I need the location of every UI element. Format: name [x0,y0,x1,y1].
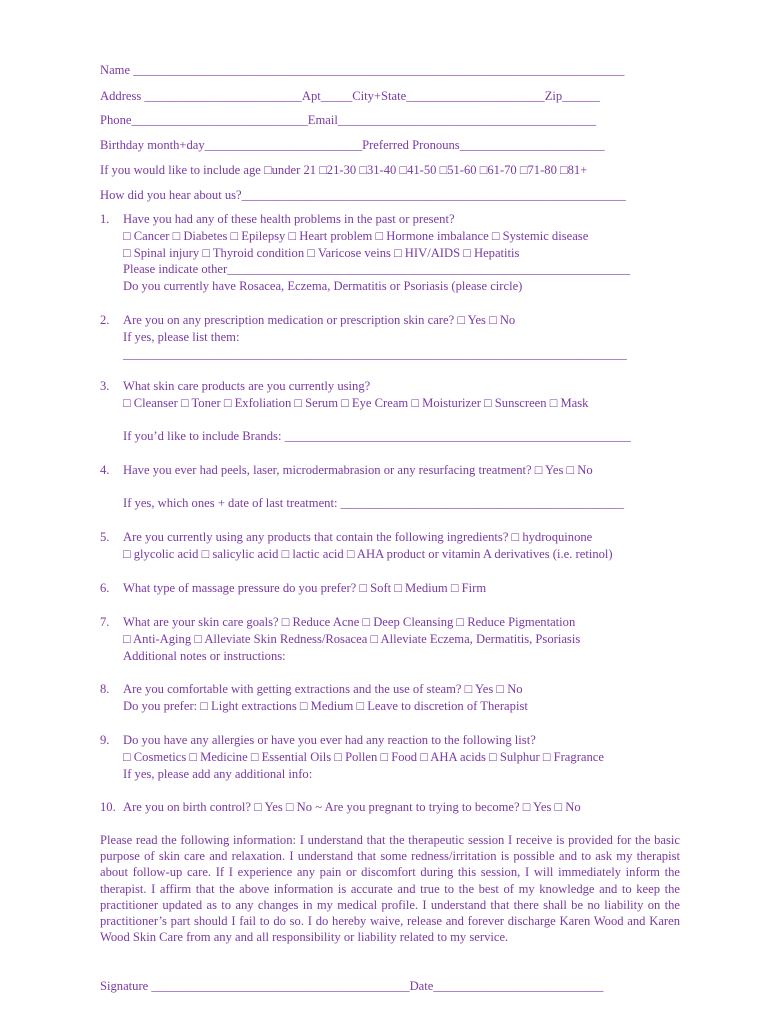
question-text: Do you have any allergies or have you ever had any reaction to the following list? [123,733,536,747]
treatment-date-field[interactable]: If yes, which ones + date of last treatment: _____________________________________________ [123,495,624,510]
question-4 [100,462,680,512]
consent-paragraph: Please read the following information: I understand that the therapeutic session I receive is provided for the basic purpose of skin care and relaxation. I understand that some redness/irritation is possible and to ask my therapist about follow-up care. If I experience any pain or discomfort during this session, I will immediately inform the therapist. I affirm that the above information is accurate and true to the best of my knowledge and to keep the practitioner updated as to any changes in my medical profile. I understand that there shall be no liability on the practitioner’s part should I fail to do so. I do hereby waive, release and forever discharge Karen Wood and Karen Wood Skin Care from any and all responsibility or liability related to my service. [100,833,680,945]
question-1 [100,211,680,295]
additional-notes-label: Additional notes or instructions: [123,648,286,663]
question-number: 4. [100,463,110,477]
referral-field[interactable]: How did you hear about us?_____________________________________________________________ [100,188,626,202]
question-number: 5. [100,530,110,544]
question-number: 1. [100,212,110,226]
health-options-row2[interactable]: □ Spinal injury □ Thyroid condition □ Varicose veins □ HIV/AIDS □ Hepatitis [123,245,520,260]
question-number: 6. [100,581,110,595]
ingredient-options[interactable]: □ glycolic acid □ salicylic acid □ lactic acid □ AHA product or vitamin A derivatives (i.e. retinol) [123,546,613,561]
allergy-options[interactable]: □ Cosmetics □ Medicine □ Essential Oils □ Pollen □ Food □ AHA acids □ Sulphur □ Fragrance [123,749,604,764]
brands-field[interactable]: If you’d like to include Brands: _______________________________________________________ [123,428,631,443]
other-health-field[interactable]: Please indicate other________________________________________________________________ [123,262,631,277]
address-field[interactable]: Address _________________________Apt_____City+State______________________Zip______ [100,89,600,103]
question-number: 8. [100,682,110,696]
product-options[interactable]: □ Cleanser □ Toner □ Exfoliation □ Serum □ Eye Cream □ Moisturizer □ Sunscreen □ Mask [123,395,589,410]
signature-date-field[interactable]: Signature _________________________________________Date___________________________ [100,979,604,993]
health-options-row1[interactable]: □ Cancer □ Diabetes □ Epilepsy □ Heart problem □ Hormone imbalance □ Systemic disease [123,228,589,243]
question-5 [100,529,680,563]
question-number: 2. [100,313,110,327]
phone-email-field[interactable]: Phone____________________________Email_________________________________________ [100,113,597,127]
name-field[interactable]: Name ______________________________________________________________________________ [100,63,625,77]
question-8 [100,681,680,715]
extractions-steam-options[interactable]: Are you comfortable with getting extractions and the use of steam? □ Yes □ No [123,682,523,696]
question-text: Have you had any of these health problems in the past or present? [123,212,455,226]
question-10 [100,799,680,816]
question-9 [100,732,680,782]
question-text[interactable]: Are you currently using any products that contain the following ingredients? □ hydroquinone [123,530,593,544]
question-text[interactable]: Are you on any prescription medication or prescription skin care? □ Yes □ No [123,313,516,327]
skin-goal-options-row1[interactable]: What are your skin care goals? □ Reduce Acne □ Deep Cleansing □ Reduce Pigmentation [123,615,576,629]
allergy-info-label: If yes, please add any additional info: [123,766,313,781]
question-number: 10. [100,800,116,814]
question-7 [100,614,680,664]
skin-condition-circle[interactable]: Do you currently have Rosacea, Eczema, Dermatitis or Psoriasis (please circle) [123,279,523,294]
birth-control-pregnancy-options[interactable]: Are you on birth control? □ Yes □ No ~ Are you pregnant to trying to become? □ Yes □ No [123,800,581,814]
massage-pressure-options[interactable]: What type of massage pressure do you prefer? □ Soft □ Medium □ Firm [123,581,487,595]
question-number: 7. [100,615,110,629]
extraction-preference-options[interactable]: Do you prefer: □ Light extractions □ Medium □ Leave to discretion of Therapist [123,698,528,713]
question-number: 9. [100,733,110,747]
skin-goal-options-row2[interactable]: □ Anti-Aging □ Alleviate Skin Redness/Rosacea □ Alleviate Eczema, Dermatitis, Psoriasis [123,631,581,646]
question-text[interactable]: Have you ever had peels, laser, microdermabrasion or any resurfacing treatment? □ Yes □ No [123,463,593,477]
question-2 [100,312,680,362]
question-text: What skin care products are you currently using? [123,379,371,393]
question-subtext: If yes, please list them: [123,329,240,344]
birthday-pronouns-field[interactable]: Birthday month+day_________________________Preferred Pronouns_______________________ [100,138,605,152]
age-options[interactable]: If you would like to include age □under 21 □21-30 □31-40 □41-50 □51-60 □61-70 □71-80 □81+ [100,163,588,177]
medication-list-field[interactable]: ________________________________________________________________________________ [123,346,627,361]
question-3 [100,378,680,444]
question-number: 3. [100,379,110,393]
question-6 [100,580,680,597]
